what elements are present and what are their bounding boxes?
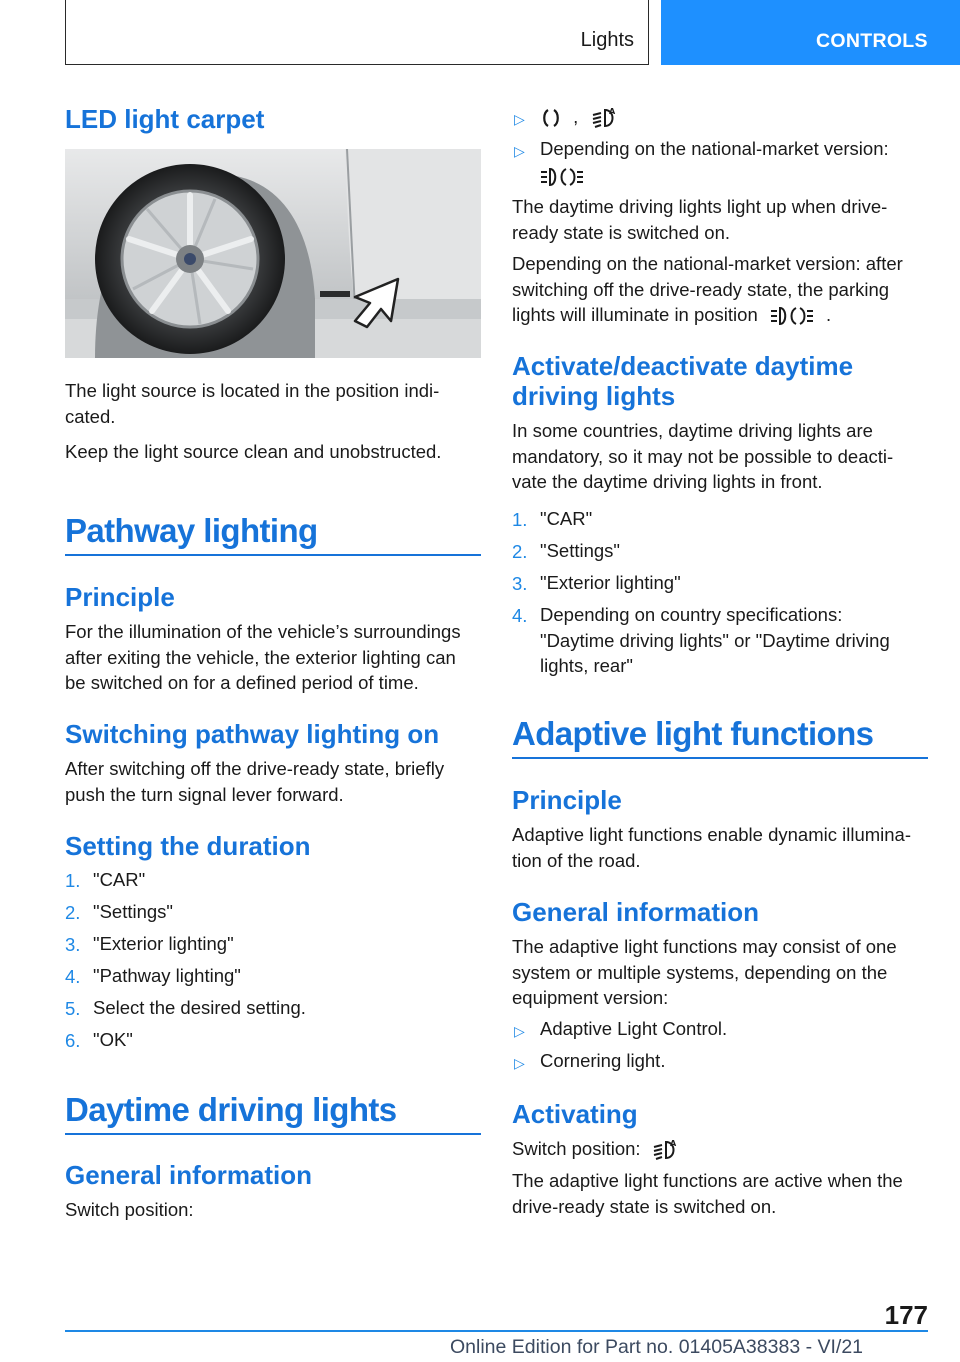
activating-switch-position — [512, 1136, 928, 1162]
step-number: 2. — [65, 902, 81, 923]
header-chapter-title: CONTROLS — [816, 30, 928, 52]
heading-rule — [65, 1133, 481, 1135]
bullet-text: Depending on the national-market version: — [540, 138, 889, 159]
header-section-title: Lights — [580, 29, 634, 51]
principle-heading: Principle — [512, 785, 622, 815]
step-number: 3. — [65, 934, 81, 955]
daytime-driving-lights-heading: Daytime driving lights — [65, 1091, 397, 1128]
bullet-triangle-icon: ▷ — [514, 143, 525, 159]
daytime-paragraph-1: The daytime driving lights light up when drive-ready state is switched on. — [512, 196, 888, 243]
bullet-triangle-icon: ▷ — [514, 1055, 525, 1071]
daytime-paragraph-2-text: Depending on the national-market version: after switching off the drive-ready state, the parking lights will illuminate in position — [512, 253, 903, 325]
setting-duration-heading: Setting the duration — [65, 831, 311, 861]
page-number: 177 — [884, 1300, 928, 1330]
list-item: Cornering light. — [540, 1050, 666, 1071]
list-item: "CAR" — [93, 869, 146, 890]
step-number: 4. — [65, 966, 81, 987]
bullet-triangle-icon: ▷ — [514, 111, 525, 127]
list-item: "Settings" — [93, 901, 173, 922]
list-item: "OK" — [93, 1029, 133, 1050]
adaptive-light-heading: Adaptive light functions — [512, 715, 874, 752]
list-item: "Settings" — [540, 540, 620, 561]
principle-text: Adaptive light functions enable dynamic illumina-tion of the road. — [512, 824, 911, 871]
footer-edition: Online Edition for Part no. 01405A38383 - VI/21 — [450, 1336, 864, 1358]
daytime-light-icon — [540, 166, 584, 188]
step-number: 5. — [65, 998, 81, 1019]
daytime-light-icon — [767, 305, 817, 327]
led-paragraph-1: The light source is located in the position indi-cated. — [65, 380, 440, 427]
step-number: 4. — [512, 605, 528, 626]
switch-position-text: Switch position: — [512, 1138, 641, 1159]
principle-heading: Principle — [65, 582, 175, 612]
heading-rule — [512, 757, 928, 759]
general-information-heading: General information — [65, 1160, 313, 1190]
list-item: Adaptive Light Control. — [540, 1018, 728, 1039]
step-number: 1. — [65, 870, 81, 891]
auto-headlight-icon — [591, 106, 619, 130]
list-item: "CAR" — [540, 508, 593, 529]
activate-daytime-heading: Activate/deactivate daytime driving lights — [512, 351, 854, 411]
principle-text: For the illumination of the vehicle’s surroundings after exiting the vehicle, the exterior lighting can be switched on for a defined period of time. — [65, 621, 461, 693]
auto-headlight-icon — [652, 1138, 680, 1162]
list-item: "Exterior lighting" — [540, 572, 681, 593]
step-number: 1. — [512, 509, 528, 530]
activating-heading: Activating — [512, 1099, 638, 1129]
list-item — [540, 104, 619, 132]
svg-text:A: A — [669, 1139, 676, 1149]
led-light-carpet-heading: LED light carpet — [65, 104, 265, 134]
list-item — [540, 136, 928, 188]
svg-text:A: A — [609, 107, 616, 117]
heading-rule — [65, 554, 481, 556]
list-item: Select the desired setting. — [93, 997, 306, 1018]
list-item: "Exterior lighting" — [93, 933, 234, 954]
switch-position-text: Switch position: — [65, 1199, 194, 1220]
wheel-illustration — [65, 149, 481, 358]
switching-pathway-heading: Switching pathway lighting on — [65, 719, 440, 749]
bullet-triangle-icon: ▷ — [514, 1023, 525, 1039]
general-information-text: The adaptive light functions may consist of one system or multiple systems, depending on the equipment version: — [512, 936, 897, 1008]
list-item: "Pathway lighting" — [93, 965, 241, 986]
list-item: Depending on country specifications: "Daytime driving lights" or "Daytime driving lights, rear" — [540, 604, 890, 676]
step-number: 6. — [65, 1030, 81, 1051]
activate-daytime-text: In some countries, daytime driving lights are mandatory, so it may not be possible to deacti-vate the daytime driving lights in front. — [512, 420, 894, 492]
step-number: 2. — [512, 541, 528, 562]
general-information-heading: General information — [512, 897, 760, 927]
activating-paragraph: The adaptive light functions are active when the drive-ready state is switched on. — [512, 1170, 903, 1217]
led-paragraph-2: Keep the light source clean and unobstructed. — [65, 441, 442, 462]
step-number: 3. — [512, 573, 528, 594]
header-section-box — [65, 0, 649, 65]
parking-light-icon — [540, 107, 562, 129]
icon-separator: , — [573, 106, 579, 127]
wheel-light-carpet-photo — [65, 149, 481, 358]
period: . — [826, 304, 832, 325]
header-chapter-tab[interactable] — [661, 0, 960, 65]
pathway-lighting-heading: Pathway lighting — [65, 512, 318, 549]
footer-rule — [65, 1330, 928, 1332]
switching-pathway-text: After switching off the drive-ready state, briefly push the turn signal lever forward. — [65, 758, 445, 805]
daytime-paragraph-2 — [512, 251, 928, 328]
